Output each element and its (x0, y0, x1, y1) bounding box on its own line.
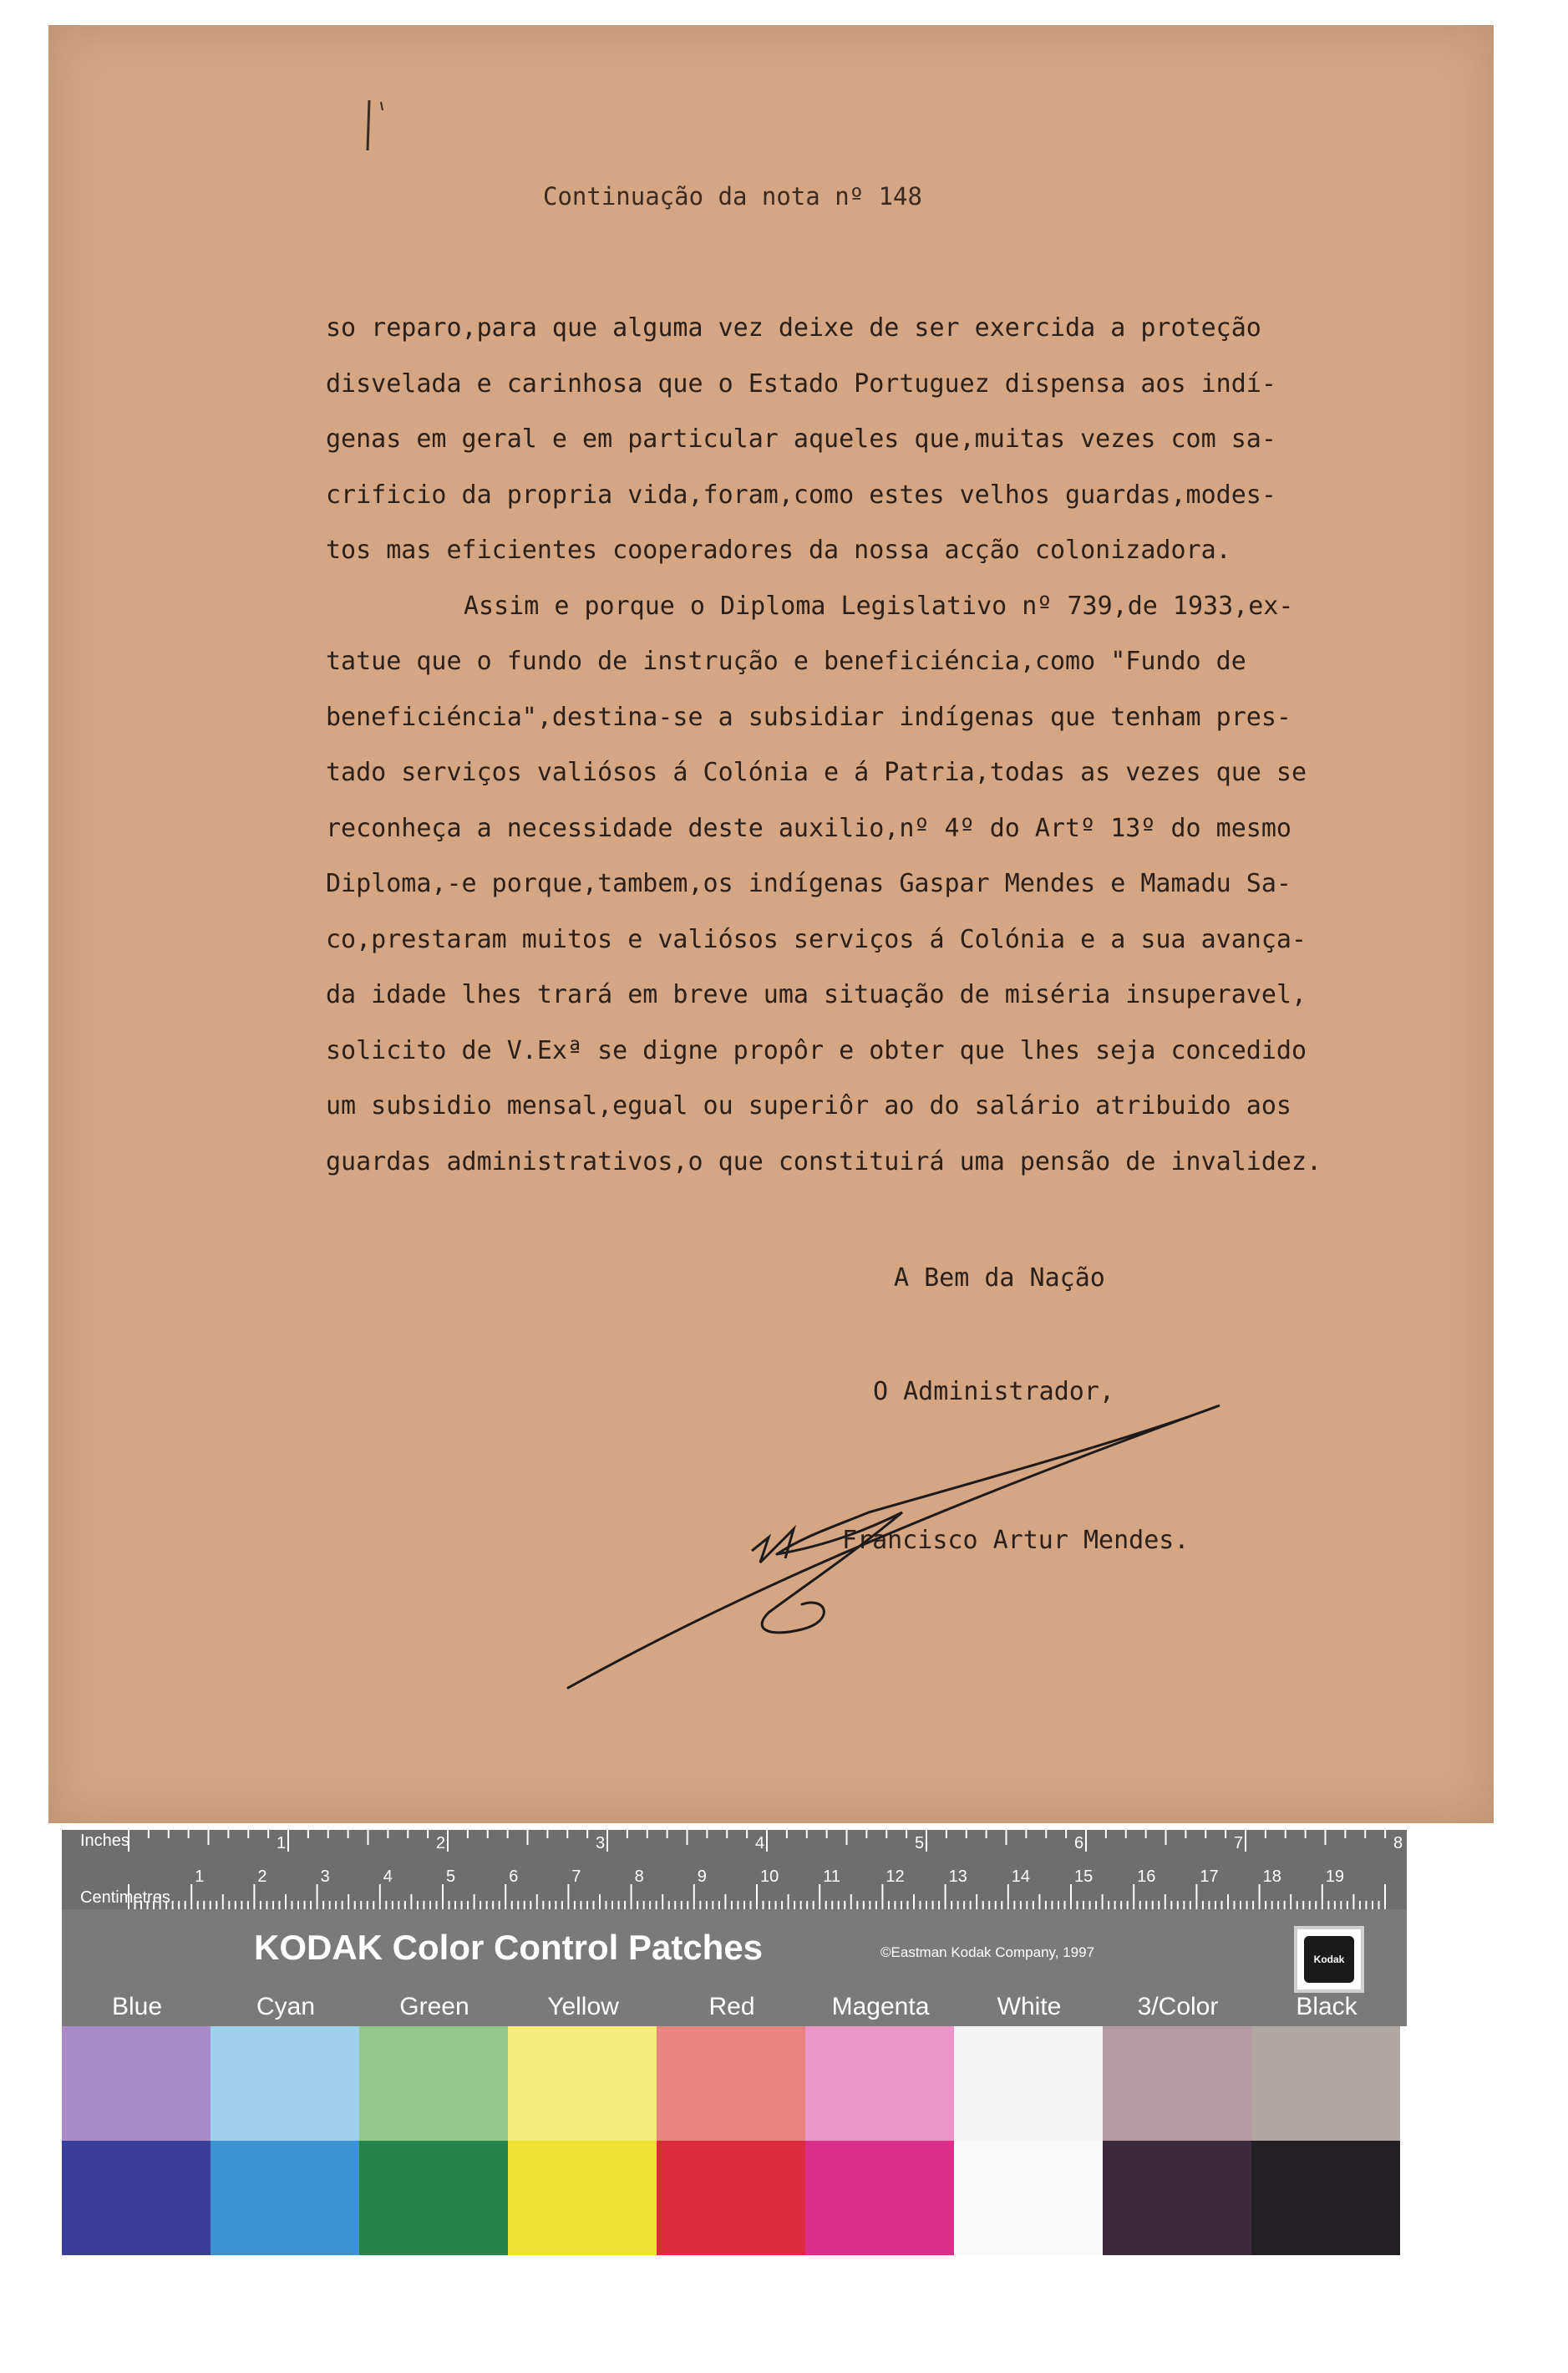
inch-number: 5 (915, 1834, 925, 1852)
color-patch-top (657, 2026, 805, 2141)
color-patch-bottom (211, 2141, 359, 2255)
kodak-logo (1294, 1926, 1364, 1993)
inch-number: 6 (1074, 1834, 1084, 1852)
cm-number: 1 (195, 1867, 205, 1886)
patch-name: 3/Color (1137, 1993, 1219, 2020)
body-line: tado serviços valiósos á Colónia e á Patria,todas as vezes que se (326, 758, 1307, 787)
color-patch-bottom (359, 2141, 508, 2255)
color-patch-bottom (805, 2141, 954, 2255)
inch-number: 4 (755, 1834, 765, 1852)
cm-number: 18 (1262, 1867, 1281, 1886)
color-patch-bottom (954, 2141, 1103, 2255)
cm-number: 15 (1074, 1867, 1094, 1886)
inch-number: 1 (277, 1834, 287, 1852)
color-patch-top (1103, 2026, 1251, 2141)
body-line: tatue que o fundo de instrução e beneficiéncia,como "Fundo de (326, 647, 1246, 676)
cm-number: 16 (1137, 1867, 1156, 1886)
body-line: so reparo,para que alguma vez deixe de ser exercida a proteção (326, 313, 1261, 343)
cm-number: 17 (1200, 1867, 1219, 1886)
color-patch-top (211, 2026, 359, 2141)
body-line: da idade lhes trará em breve uma situação de miséria insuperavel, (326, 980, 1307, 1009)
body-line: tos mas eficientes cooperadores da nossa acção colonizadora. (326, 536, 1231, 565)
document-heading: Continuação da nota nº 148 (543, 182, 922, 211)
color-patch-bottom (657, 2141, 805, 2255)
centimetres-label: Centimetres (80, 1888, 170, 1907)
cm-number: 10 (760, 1867, 779, 1886)
cm-number: 6 (509, 1867, 519, 1886)
patch-name: Red (708, 1993, 755, 2020)
body-line: beneficiéncia",destina-se a subsidiar indígenas que tenham pres- (326, 702, 1291, 732)
cm-number: 11 (823, 1867, 840, 1886)
cm-number: 12 (885, 1867, 905, 1886)
color-patch-top (359, 2026, 508, 2141)
cm-number: 7 (571, 1867, 581, 1886)
cm-number: 13 (948, 1867, 967, 1886)
inches-label: Inches (80, 1832, 129, 1850)
ruler (62, 1830, 1407, 1909)
cm-number: 9 (697, 1867, 707, 1886)
body-line: disvelada e carinhosa que o Estado Portuguez dispensa aos indí- (326, 368, 1276, 399)
kodak-color-target (62, 1830, 1407, 2315)
kodak-logo-text: Kodak (1304, 1936, 1354, 1983)
closing-salutation: A Bem da Nação (894, 1263, 1105, 1293)
cm-number: 14 (1011, 1867, 1031, 1886)
patch-name: Black (1296, 1993, 1357, 2020)
patch-name: Green (399, 1993, 469, 2020)
cm-number: 4 (383, 1867, 393, 1886)
copyright-text: ©Eastman Kodak Company, 1997 (880, 1944, 1095, 1960)
inch-number: 3 (596, 1834, 606, 1852)
administrator-title: O Administrador, (873, 1377, 1114, 1406)
body-line: crificio da propria vida,foram,como estes velhos guardas,modes- (326, 480, 1276, 510)
body-line: Assim e porque o Diploma Legislativo nº 739,de 1933,ex- (464, 591, 1294, 621)
color-patch-top (62, 2026, 211, 2141)
body-line: um subsidio mensal,egual ou superiôr ao do salário atribuido aos (326, 1091, 1291, 1120)
body-line: genas em geral e em particular aqueles que,muitas vezes com sa- (326, 424, 1276, 454)
color-patch-top (508, 2026, 657, 2141)
signer-name: Francisco Artur Mendes. (842, 1526, 1190, 1555)
color-patch-top (1251, 2026, 1400, 2141)
color-patch-top (805, 2026, 954, 2141)
color-patch-bottom (508, 2141, 657, 2255)
body-line: solicito de V.Exª se digne propôr e obter que lhes seja concedido (326, 1035, 1307, 1065)
patch-name: White (997, 1993, 1062, 2020)
color-patch-bottom (62, 2141, 211, 2255)
color-patch-bottom (1103, 2141, 1251, 2255)
body-line: co,prestaram muitos e valiósos serviços á Colónia e a sua avança- (326, 924, 1307, 954)
pencil-marks (358, 92, 391, 175)
color-patches (62, 2026, 1407, 2256)
inch-number: 2 (436, 1834, 446, 1852)
cm-number: 5 (446, 1867, 456, 1886)
patch-name: Blue (111, 1993, 163, 2020)
color-patch-bottom (1251, 2141, 1400, 2255)
kodak-title: KODAK Color Control Patches (254, 1928, 764, 1967)
patch-name: Cyan (256, 1993, 316, 2020)
color-patch-top (954, 2026, 1103, 2141)
body-line: Diploma,-e porque,tambem,os indígenas Gaspar Mendes e Mamadu Sa- (326, 869, 1291, 898)
body-line: reconheça a necessidade deste auxilio,nº 4º do Artº 13º do mesmo (326, 813, 1291, 843)
cm-number: 2 (257, 1867, 267, 1886)
cm-number: 8 (634, 1867, 644, 1886)
patch-name: Magenta (831, 1993, 930, 2020)
handwritten-signature (551, 1387, 1236, 1705)
patch-names (62, 1993, 1407, 2026)
inch-number: 8 (1393, 1834, 1403, 1852)
inch-number: 7 (1234, 1834, 1244, 1852)
patch-name: Yellow (547, 1993, 619, 2020)
ruler-ticks (62, 1830, 1407, 1909)
kodak-header-band (62, 1909, 1407, 2026)
cm-number: 3 (320, 1867, 330, 1886)
cm-number: 19 (1325, 1867, 1345, 1886)
document-body (326, 301, 1462, 1190)
body-line: guardas administrativos,o que constituirá uma pensão de invalidez. (326, 1146, 1322, 1176)
